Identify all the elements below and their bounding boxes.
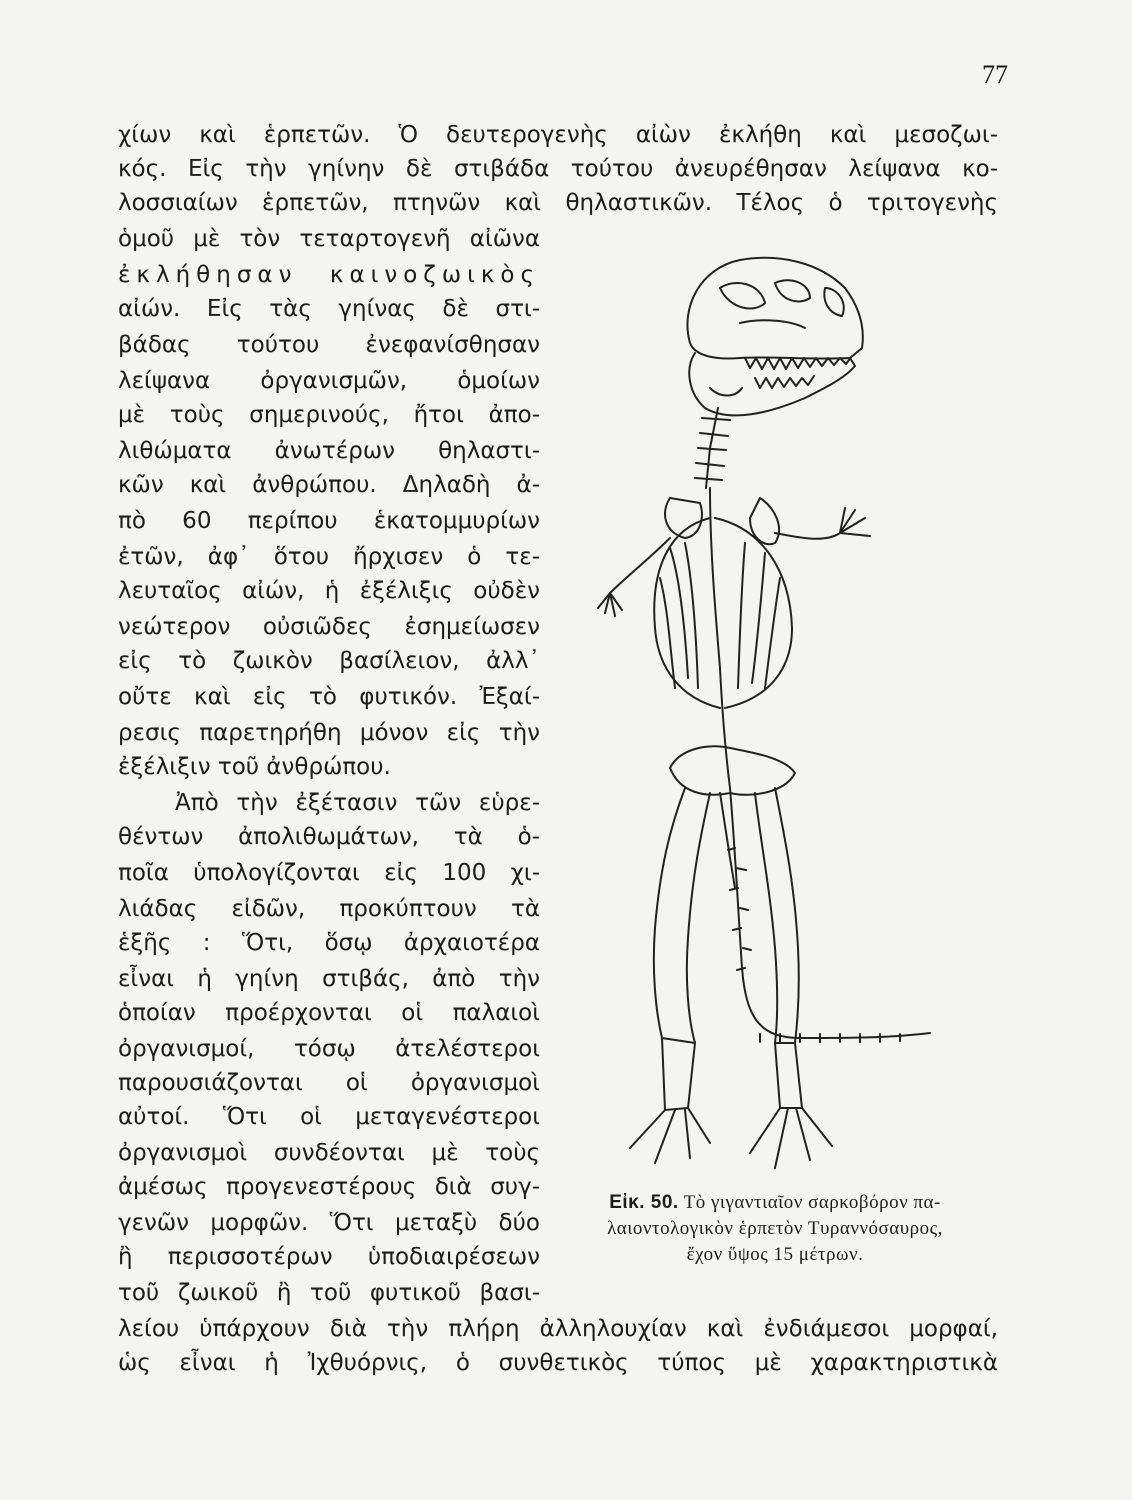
text-line: τοῦ ζωικοῦ ἢ τοῦ φυτικοῦ βασι-: [118, 1280, 540, 1306]
figure-label: Εἰκ. 50.: [609, 1192, 679, 1213]
tyrannosaurus-skeleton-illustration: [570, 248, 990, 1183]
text-line: ἀμέσως προγενεστέρους διὰ συγ-: [118, 1174, 540, 1200]
figure-caption-line: Τὸ γιγαντιαῖον σαρκοβόρον πα-: [683, 1192, 941, 1213]
text-line: ἐκλήθησαν καινοζωικὸς: [118, 262, 540, 288]
text-line: ὀργανισμοί, τόσῳ ἀτελέστεροι: [118, 1036, 540, 1062]
text-line: οὔτε καὶ εἰς τὸ φυτικόν. Ἐξαί-: [118, 684, 540, 710]
text-line: ἐτῶν, ἀφ᾽ ὅτου ἤρχισεν ὁ τε-: [118, 544, 540, 570]
figure-caption: [560, 1190, 990, 1268]
text-line: λοσσιαίων ἑρπετῶν, πτηνῶν καὶ θηλαστικῶν. Τέλος ὁ τριτογενὴς: [118, 190, 998, 216]
text-line: λείψανα ὀργανισμῶν, ὁμοίων: [118, 368, 540, 394]
text-line: ἐξέλιξιν τοῦ ἀνθρώπου.: [118, 754, 391, 780]
text-line: λευταῖος αἰών, ἡ ἐξέλιξις οὐδὲν: [118, 578, 540, 604]
text-line: ρεσις παρετηρήθη μόνον εἰς τὴν: [118, 720, 540, 746]
text-line: μὲ τοὺς σημερινούς, ἤτοι ἀπο-: [118, 402, 540, 428]
text-line: αὐτοί. Ὅτι οἱ μεταγενέστεροι: [118, 1104, 540, 1130]
text-line: ἑξῆς : Ὅτι, ὅσῳ ἀρχαιοτέρα: [118, 930, 540, 956]
page-number: 77: [982, 60, 1008, 89]
text-line: νεώτερον οὐσιῶδες ἐσημείωσεν: [118, 614, 540, 640]
text-line: κός. Εἰς τὴν γηίνην δὲ στιβάδα τούτου ἀνευρέθησαν λείψανα κο-: [118, 156, 998, 182]
text-line: πὸ 60 περίπου ἑκατομμυρίων: [118, 508, 540, 534]
text-line: αἰών. Εἰς τὰς γηίνας δὲ στι-: [118, 296, 540, 322]
text-line: βάδας τούτου ἐνεφανίσθησαν: [118, 332, 540, 358]
text-line: Ἀπὸ τὴν ἐξέτασιν τῶν εὑρε-: [175, 790, 540, 816]
text-line: λιάδας εἰδῶν, προκύπτουν τὰ: [118, 896, 540, 922]
text-line: εἰς τὸ ζωικὸν βασίλειον, ἀλλ᾽: [118, 648, 540, 674]
figure-caption-line: ἔχον ὕψος 15 μέτρων.: [686, 1244, 864, 1265]
text-line: ὁποίαν προέρχονται οἱ παλαιοὶ: [118, 1000, 540, 1026]
text-line: ἢ περισσοτέρων ὑποδιαιρέσεων: [118, 1244, 540, 1270]
figure-caption-line: λαιοντολογικὸν ἑρπετὸν Τυραννόσαυρος,: [607, 1218, 943, 1239]
text-line: εἶναι ἡ γηίνη στιβάς, ἀπὸ τὴν: [118, 966, 540, 992]
text-line: θέντων ἀπολιθωμάτων, τὰ ὁ-: [118, 824, 540, 850]
text-line: χίων καὶ ἑρπετῶν. Ὁ δευτερογενὴς αἰὼν ἐκλήθη καὶ μεσοζωι-: [118, 122, 998, 148]
text-line: λιθώματα ἀνωτέρων θηλαστι-: [118, 438, 540, 464]
text-line: γενῶν μορφῶν. Ὅτι μεταξὺ δύο: [118, 1210, 540, 1236]
text-line: ποῖα ὑπολογίζονται εἰς 100 χι-: [118, 860, 540, 886]
text-line: παρουσιάζονται οἱ ὀργανισμοὶ: [118, 1070, 540, 1096]
text-line: ὀργανισμοὶ συνδέονται μὲ τοὺς: [118, 1140, 540, 1166]
text-line: ὡς εἶναι ἡ Ἰχθυόρνις, ὁ συνθετικὸς τύπος μὲ χαρακτηριστικὰ: [118, 1350, 998, 1376]
text-line: ὁμοῦ μὲ τὸν τεταρτογενῆ αἰῶνα: [118, 226, 540, 252]
text-line: λείου ὑπάρχουν διὰ τὴν πλήρη ἀλληλουχίαν καὶ ἐνδιάμεσοι μορφαί,: [118, 1316, 998, 1342]
text-line: κῶν καὶ ἀνθρώπου. Δηλαδὴ ἀ-: [118, 472, 540, 498]
